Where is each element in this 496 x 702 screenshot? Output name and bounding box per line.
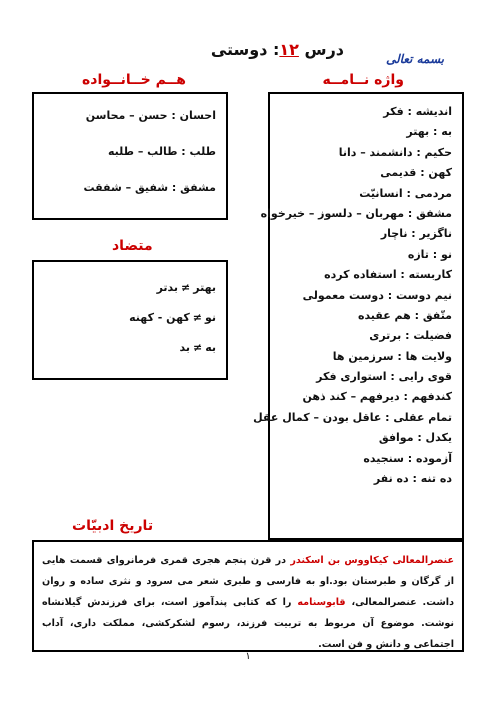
antonym-word: بهتر: [193, 281, 216, 294]
bismillah: بسمه تعالی: [385, 52, 444, 66]
family-item: طلب : طالب – طلبه: [108, 145, 216, 158]
book-name: قابوسنامه: [297, 597, 346, 608]
antonym-word: نو: [204, 311, 216, 324]
vocabulary-item: قوی رایی : استواری فکر: [316, 370, 452, 384]
vocabulary-item: فضیلت : برتری: [369, 329, 452, 343]
vocabulary-item: مردمی : انسانیّت: [359, 186, 452, 200]
antonym-opposite: بد: [179, 341, 190, 354]
vocabulary-list: [253, 102, 452, 489]
vocabulary-item: کهن : قدیمی: [380, 166, 452, 180]
family-item: احسان : حسن – محاسن: [85, 109, 216, 122]
antonym-opposite: بدتر: [156, 281, 179, 294]
not-equal-icon: ≠: [192, 311, 202, 324]
antonym-pair: [40, 278, 216, 308]
family-item: مشفق : شفیق – شفقت: [83, 181, 216, 194]
worksheet-content: [32, 32, 464, 670]
lesson-number: ۱۲: [279, 40, 299, 59]
vocabulary-item: یکدل : موافق: [378, 431, 452, 445]
vocabulary-item: اندیشه : فکر: [383, 105, 452, 118]
history-box: [32, 540, 464, 652]
vocabulary-item: مشفق : مهربان – دلسوز – خیرخواه: [260, 206, 452, 220]
vocabulary-item: ناگزیر : ناچار: [380, 227, 452, 241]
vocabulary-item: کاربسته : استفاده کرده: [324, 268, 452, 282]
vocabulary-title: واژه نــامــه: [322, 72, 404, 88]
history-text-part: در قرن پنجم هجری قمری فرمانروای قسمت هایی از گرگان و طبرستان بود.او به فارسی و طبری شعر می سرود و نثری ساده و روان داشت. عنصرالمعالی،: [42, 555, 455, 608]
vocabulary-item: ده تنه : ده نفر: [373, 472, 452, 486]
family-box: [32, 92, 228, 220]
antonym-pair: [40, 338, 216, 368]
vocabulary-item: نیم دوست : دوست معمولی: [302, 288, 452, 302]
lesson-title: [211, 40, 344, 59]
vocabulary-item: به : بهتر: [406, 125, 452, 139]
vocabulary-item: حکیم : دانشمند – دانا: [338, 145, 452, 159]
antonym-word: به: [205, 341, 216, 354]
antonym-box: [32, 260, 228, 380]
antonym-list: [40, 278, 216, 368]
author-name: عنصرالمعالی کیکاووس بن اسکندر: [290, 555, 455, 566]
vocabulary-box: [253, 92, 464, 540]
antonym-title: متضاد: [112, 238, 153, 254]
antonym-opposite: کهن - کهنه: [129, 311, 190, 324]
vocabulary-item: کندفهم : دیرفهم – کند ذهن: [302, 390, 452, 404]
vocabulary-item: تمام عقلی : عاقل بودن – کمال عقل: [253, 410, 452, 424]
family-list: [40, 106, 216, 214]
lesson-name: : دوستی: [210, 40, 280, 59]
lesson-label: درس: [304, 40, 344, 59]
history-text: [42, 550, 454, 655]
not-equal-icon: ≠: [192, 341, 203, 354]
page-header: [32, 40, 464, 68]
vocabulary-item: نو : تازه: [407, 247, 452, 261]
vocabulary-item: ولایت ها : سرزمین ها: [332, 349, 452, 363]
family-title: هــم خــانــواده: [82, 72, 186, 88]
vocabulary-item: متّفق : هم عقیده: [357, 308, 452, 322]
antonym-pair: [40, 308, 216, 338]
vocabulary-item: آزموده : سنجیده: [363, 451, 452, 465]
history-text-end: را که کتابی پندآموز است، برای فرزندش گیلانشاه نوشت. موضوع آن مربوط به تربیت فرزند، رسوم لشکرکشی، مملکت داری، آداب اجتماعی و دانش و فن است.: [42, 597, 454, 650]
not-equal-icon: ≠: [181, 281, 191, 294]
page-number: ۱: [245, 651, 251, 662]
history-title: تاریخ ادبیّات: [72, 518, 154, 534]
